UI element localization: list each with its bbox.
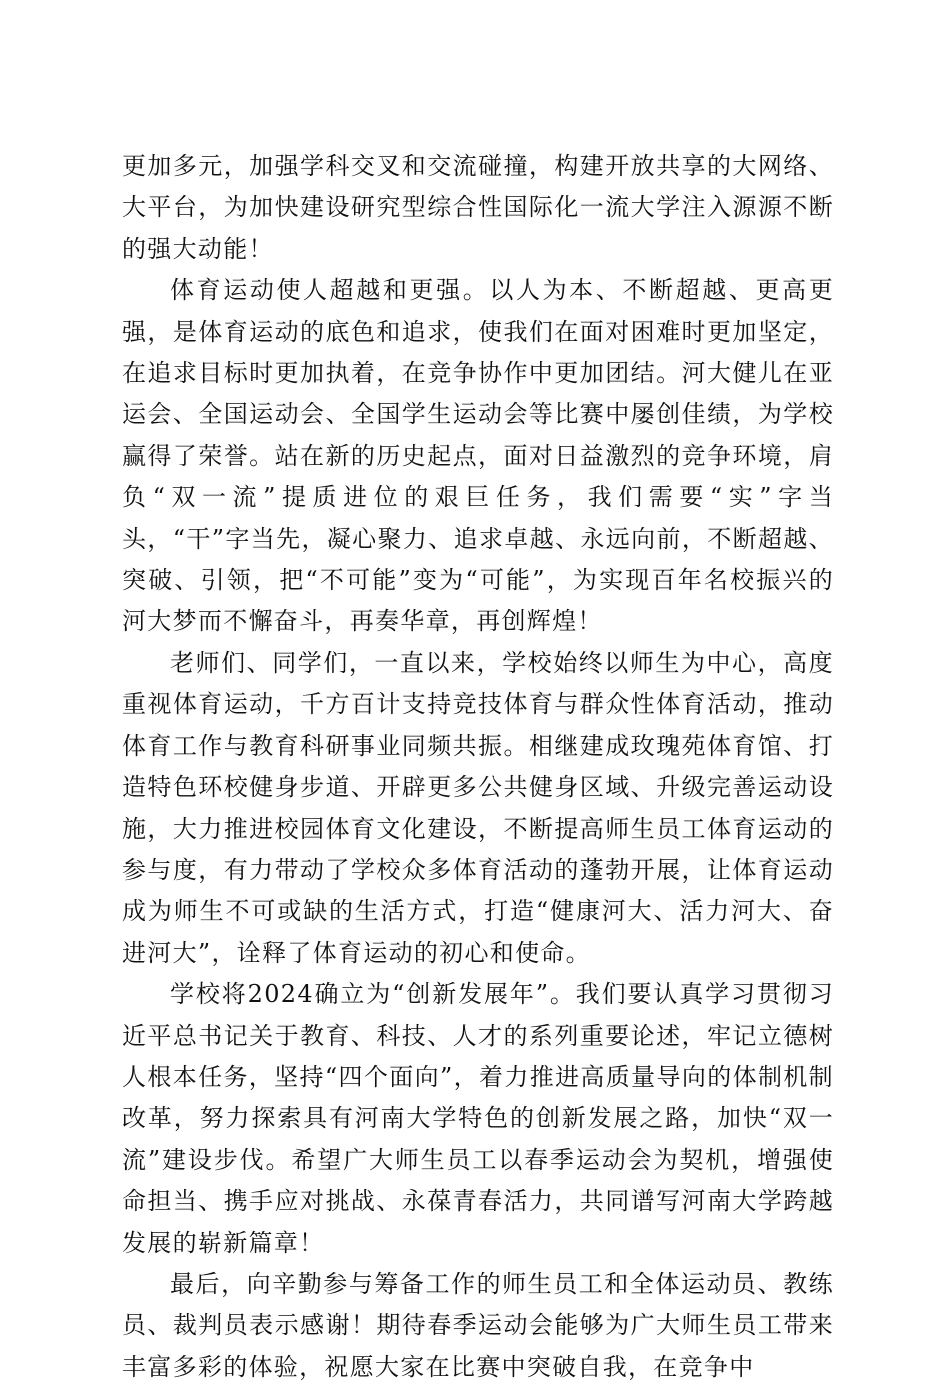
document-body: [122, 146, 834, 1388]
paragraph-innovation-year: 学校将2024确立为“创新发展年”。我们要认真学习贯彻习近平总书记关于教育、科技、人才的系列重要论述，牢记立德树人根本任务，坚持“四个面向”，着力推进高质量导向的体制机制改革，努力探索具有河南大学特色的创新发展之路，加快“双一流”建设步伐。希望广大师生员工以春季运动会为契机，增强使命担当、携手应对挑战、永葆青春活力，共同谱写河南大学跨越发展的崭新篇章！: [122, 980, 834, 1257]
paragraph-closing-thanks: 最后，向辛勤参与筹备工作的师生员工和全体运动员、教练员、裁判员表示感谢！期待春季运动会能够为广大师生员工带来丰富多彩的体验，祝愿大家在比赛中突破自我，在竞争中: [122, 1269, 834, 1381]
paragraph-sports-excellence: 体育运动使人超越和更强。以人为本、不断超越、更高更强，是体育运动的底色和追求，使我们在面对困难时更加坚定，在追求目标时更加执着，在竞争协作中更加团结。河大健儿在亚运会、全国运动会、全国学生运动会等比赛中屡创佳绩，为学校赢得了荣誉。站在新的历史起点，面对日益激烈的竞争环境，肩负“双一流”提质进位的艰巨任务，我们需要“实”字当头，“干”字当先，凝心聚力、追求卓越、永远向前，不断超越、突破、引领，把“不可能”变为“可能”，为实现百年名校振兴的河大梦而不懈奋斗，再奏华章，再创辉煌！: [122, 276, 834, 636]
paragraph-continuation: 更加多元，加强学科交叉和交流碰撞，构建开放共享的大网络、大平台，为加快建设研究型综合性国际化一流大学注入源源不断的强大动能！: [122, 152, 834, 263]
paragraph-teachers-students: 老师们、同学们，一直以来，学校始终以师生为中心，高度重视体育运动，千方百计支持竞技体育与群众性体育活动，推动体育工作与教育科研事业同频共振。相继建成玫瑰苑体育馆、打造特色环校健身步道、开辟更多公共健身区域、升级完善运动设施，大力推进校园体育文化建设，不断提高师生员工体育运动的参与度，有力带动了学校众多体育活动的蓬勃开展，让体育运动成为师生不可或缺的生活方式，打造“健康河大、活力河大、奋进河大”，诠释了体育运动的初心和使命。: [122, 648, 834, 967]
